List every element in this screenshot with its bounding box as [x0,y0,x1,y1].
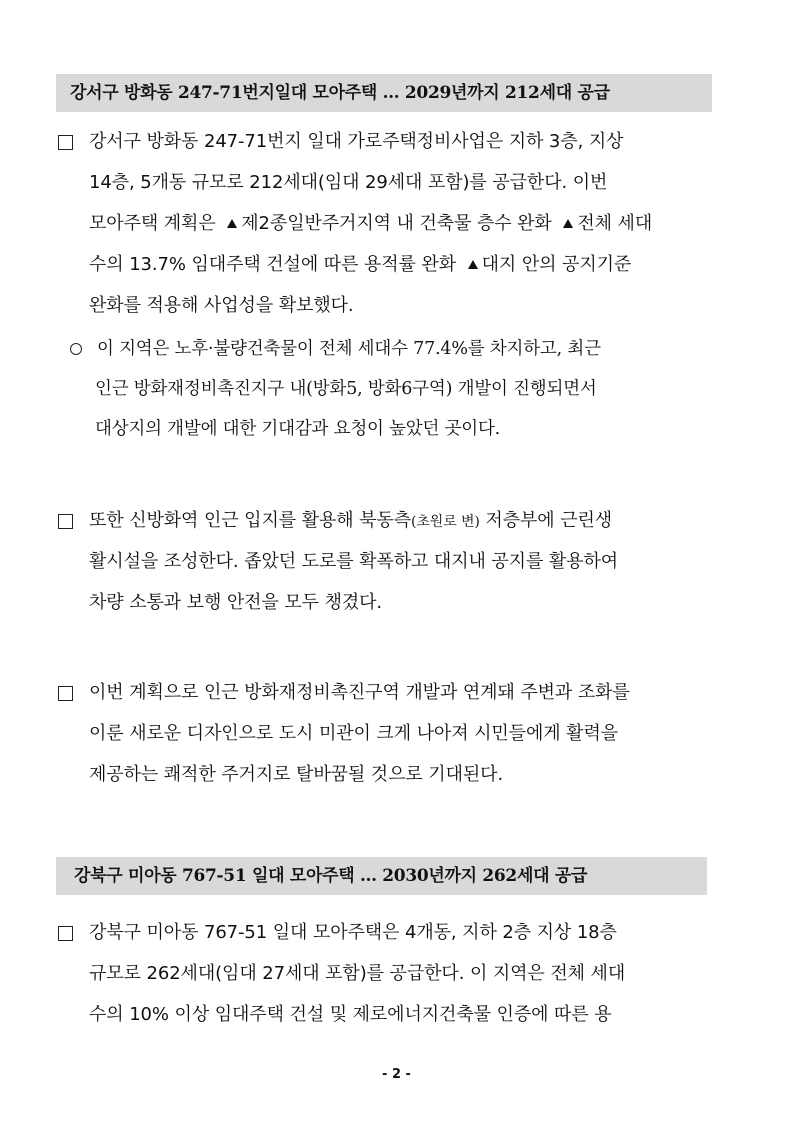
text-line: 규모로 262세대(임대 27세대 포함)를 공급한다. 이 지역은 전체 세대 [89,963,626,984]
text-segment: 저층부에 근린생 [479,510,613,531]
text-line: 이번 계획으로 인근 방화재정비촉진구역 개발과 연계돼 주변과 조화를 [89,682,630,703]
text-segment: 대지 안의 공지기준 [481,254,632,275]
text-line: 대상지의 개발에 대한 기대감과 요청이 높았던 곳이다. [95,419,501,439]
checkbox-bullet-icon [58,514,73,529]
text-line: 완화를 적용해 사업성을 확보했다. [89,295,354,316]
triangle-bullet-icon [563,219,573,228]
text-line: 수의 10% 이상 임대주택 건설 및 제로에너지건축물 인증에 따른 용 [89,1004,612,1025]
text-line: 강북구 미아동 767-51 일대 모아주택은 4개동, 지하 2층 지상 18층 [89,922,617,943]
text-line [89,508,612,534]
checkbox-bullet-icon [58,135,73,150]
text-line: 14층, 5개동 규모로 212세대(임대 29세대 포함)를 공급한다. 이번 [89,172,608,193]
page-number: - 2 - [382,1067,411,1082]
circle-bullet-icon [70,343,82,355]
text-segment: 또한 신방화역 인근 입지를 활용해 북동측 [89,510,412,531]
text-segment: 수의 13.7% 임대주택 건설에 따른 용적률 완화 [89,254,462,275]
text-line: 인근 방화재정비촉진지구 내(방화5, 방화6구역) 개발이 진행되면서 [95,379,597,399]
text-line: 강서구 방화동 247-71번지 일대 가로주택정비사업은 지하 3층, 지상 [89,131,624,152]
triangle-bullet-icon [468,260,478,269]
section-heading-gangseo: 강서구 방화동 247-71번지일대 모아주택 … 2029년까지 212세대 공급 [56,74,712,112]
text-segment: 모아주택 계획은 [89,213,222,234]
text-line: 제공하는 쾌적한 주거지로 탈바꿈될 것으로 기대된다. [89,764,504,785]
text-line: 이 지역은 노후·불량건축물이 전체 세대수 77.4%를 차지하고, 최근 [97,339,601,359]
text-line [89,211,652,237]
section-heading-gangbuk: 강북구 미아동 767-51 일대 모아주택 … 2030년까지 262세대 공급 [56,857,707,895]
text-line [89,252,631,278]
text-line: 차량 소통과 보행 안전을 모두 챙겼다. [89,592,383,613]
triangle-bullet-icon [227,219,237,228]
text-segment: (초원로 변) [411,514,480,530]
checkbox-bullet-icon [58,686,73,701]
text-line: 이룬 새로운 디자인으로 도시 미관이 크게 나아져 시민들에게 활력을 [89,723,619,744]
checkbox-bullet-icon [58,926,73,941]
text-segment: 제2종일반주거지역 내 건축물 층수 완화 [241,213,558,234]
text-segment: 전체 세대 [577,213,653,234]
text-line: 활시설을 조성한다. 좁았던 도로를 확폭하고 대지내 공지를 활용하여 [89,551,619,572]
